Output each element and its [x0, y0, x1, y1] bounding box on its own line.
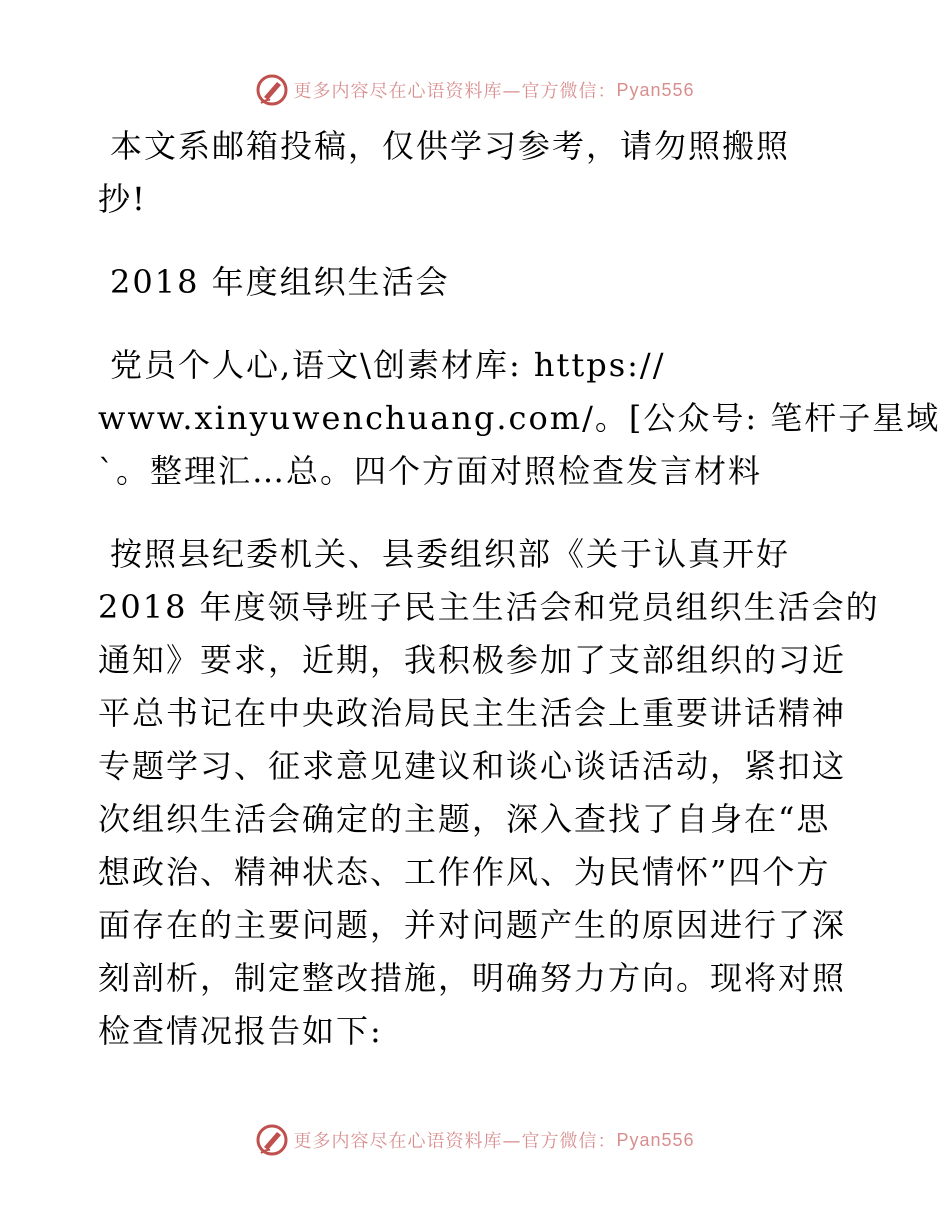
- body-line: 通知》要求，近期，我积极参加了支部组织的习近: [98, 641, 847, 679]
- intro-paragraph: [98, 120, 858, 226]
- body-line: 检查情况报告如下:: [98, 1012, 383, 1050]
- body-line: 刻剖析，制定整改措施，明确努力方向。现将对照: [98, 959, 847, 997]
- body-line: 次组织生活会确定的主题，深入查找了自身在“思: [98, 800, 831, 838]
- footer-watermark: [0, 1120, 950, 1160]
- subtitle-line: www.xinyuwenchuang.com/。[公众号: 笔杆子星域: [98, 399, 941, 437]
- body-line: 想政治、精神状态、工作作风、为民情怀”四个方: [98, 853, 831, 891]
- document-body: [98, 120, 941, 1058]
- header-watermark: [0, 70, 950, 110]
- subtitle-line: 党员个人心,语文\创素材库: https://: [110, 346, 666, 384]
- subtitle-paragraph: [98, 339, 941, 498]
- watermark-handle: Pyan556: [616, 79, 695, 100]
- body-line: 专题学习、征求意见建议和谈心谈话活动，紧扣这: [98, 747, 847, 785]
- subtitle-line: `。整理汇…总。四个方面对照检查发言材料: [98, 452, 763, 490]
- body-line: 2018 年度领导班子民主生活会和党员组织生活会的: [98, 588, 880, 626]
- body-line: 按照县纪委机关、县委组织部《关于认真开好: [110, 535, 791, 573]
- body-paragraph: [98, 528, 880, 1058]
- pen-logo-icon: [255, 1123, 289, 1157]
- document-title: [98, 256, 858, 309]
- body-line: 平总书记在中央政治局民主生活会上重要讲话精神: [98, 694, 847, 732]
- intro-line: 本文系邮箱投稿，仅供学习参考，请勿照搬照: [110, 127, 791, 165]
- body-line: 面存在的主要问题，并对问题产生的原因进行了深: [98, 906, 847, 944]
- watermark-text: 更多内容尽在心语资料库—官方微信：: [293, 1131, 617, 1152]
- intro-line: 抄!: [98, 180, 147, 218]
- watermark-handle: Pyan556: [616, 1129, 695, 1150]
- watermark-text: 更多内容尽在心语资料库—官方微信：: [293, 81, 617, 102]
- pen-logo-icon: [255, 73, 289, 107]
- title-line: 2018 年度组织生活会: [110, 263, 450, 301]
